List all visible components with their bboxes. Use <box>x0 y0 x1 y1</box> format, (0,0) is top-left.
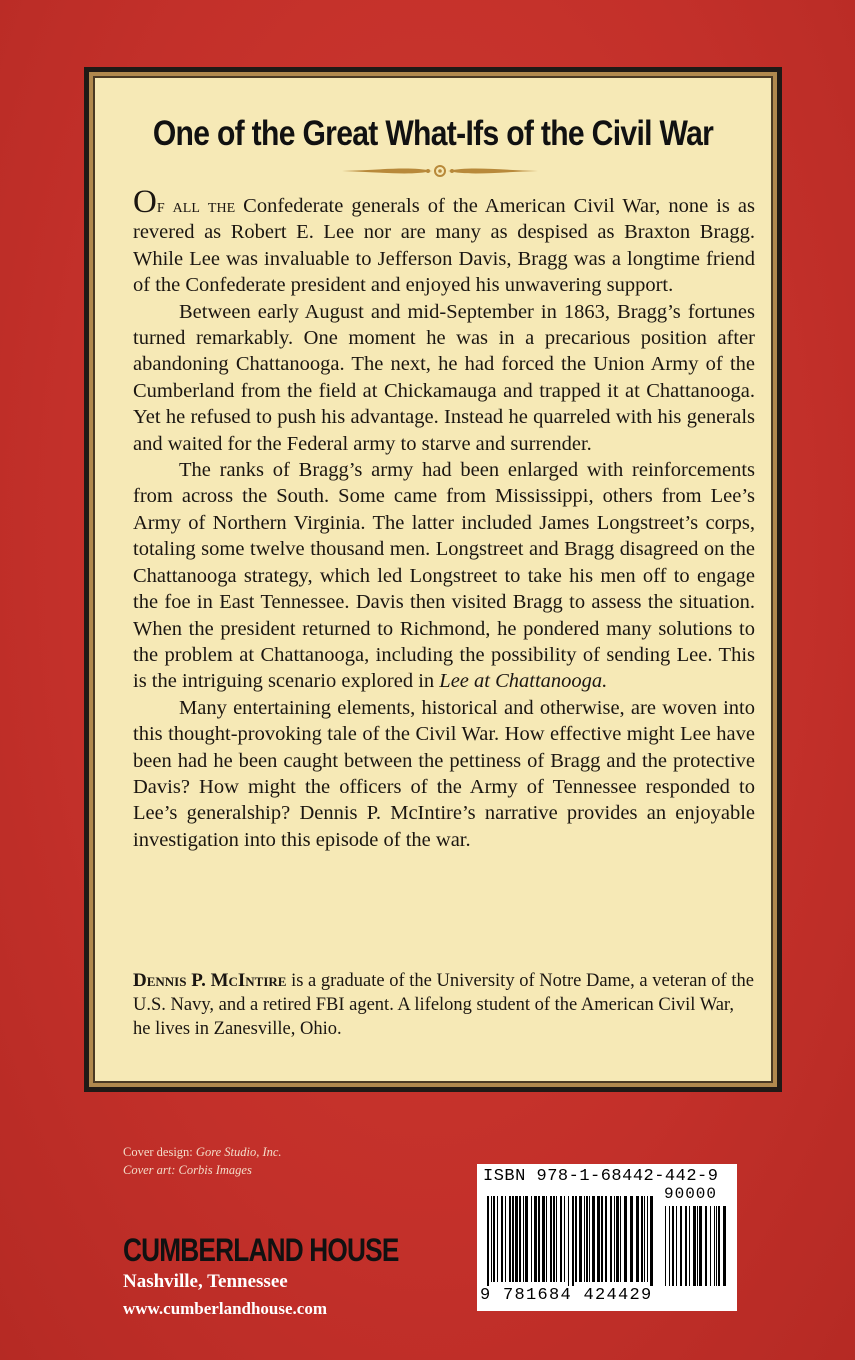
addon-bar <box>699 1206 702 1286</box>
barcode-bar <box>568 1196 569 1286</box>
barcode-bar <box>605 1196 607 1282</box>
barcode-bar <box>620 1196 621 1282</box>
paragraph-1 <box>133 184 755 299</box>
publisher-block <box>123 1232 459 1319</box>
paragraph-1-text: Confederate generals of the American Civil War, none is as revered as Robert E. Lee nor are many as despised as Braxton Bragg. While Lee was invaluable to Jefferson Davis, Bragg was a longtime friend of the Confederate president and enjoyed his unwavering support. <box>133 195 755 297</box>
barcode-bar <box>525 1196 528 1282</box>
drop-cap: O <box>133 184 157 220</box>
publisher-name: CUMBERLAND HOUSE <box>123 1232 399 1268</box>
barcode-bars-icon <box>485 1186 729 1286</box>
lead-in-smallcaps: f all the <box>156 195 236 217</box>
paragraph-2: Between early August and mid-September in 1863, Bragg’s fortunes turned remarkably. One moment he was in a precarious position after abandoning Chattanooga. The next, he had forced the Union Army of the Cumberland from the field at Chickamauga and trapped it at Chattanooga. Yet he refused to push his advantage. Instead he quarreled with his generals and waited for the Federal army to starve and surrender. <box>133 300 755 455</box>
publisher-url: www.cumberlandhouse.com <box>123 1299 328 1318</box>
addon-bar <box>697 1206 698 1286</box>
addon-bar <box>689 1206 690 1286</box>
paragraph-4: Many entertaining elements, historical and otherwise, are woven into this thought-provoking tale of the Civil War. How effective might Lee have been had he been caught between the pettiness of Bragg and the protective Davis? How might the officers of the Army of Tennessee responded to Lee’s generalship? Dennis P. McIntire’s narrative provides an enjoyable investigation into this episode of the war. <box>133 696 755 851</box>
barcode-bar <box>497 1196 498 1282</box>
author-name: Dennis P. McIntire <box>133 970 287 991</box>
author-bio <box>133 969 755 1041</box>
barcode-bar <box>509 1196 511 1282</box>
addon-bar <box>705 1206 707 1286</box>
barcode-bar <box>538 1196 540 1282</box>
addon-bar <box>718 1206 720 1286</box>
isbn-barcode <box>477 1164 737 1311</box>
paragraph-3 <box>133 457 755 695</box>
barcode-bar <box>644 1196 645 1282</box>
barcode-bar <box>592 1196 595 1282</box>
publisher-city: Nashville, Tennessee <box>123 1271 288 1292</box>
paragraph-3-text: The ranks of Bragg’s army had been enlarged with reinforcements from across the South. Some came from Mississippi, others from Lee’s Army of Northern Virginia. The latter included James Longstreet’s corps, totaling some twelve thousand men. Longstreet and Bragg disagreed on the Chattanooga strategy, which led Longstreet to take his men off to engage the foe in East Tennessee. Davis then visited Bragg to assess the situation. When the president returned to Richmond, he pondered many solutions to the problem at Chattanooga, including the possibility of sending Lee. This is the intriguing scenario explored in <box>133 459 755 693</box>
price-code: 90000 <box>664 1185 718 1203</box>
barcode-bar <box>647 1196 648 1282</box>
barcode-bar <box>579 1196 582 1282</box>
description-body <box>133 184 755 853</box>
addon-bar <box>723 1206 726 1286</box>
barcode-bar <box>575 1196 577 1282</box>
isbn-text: ISBN 978-1-68442-442-9 <box>483 1167 719 1186</box>
barcode-bar <box>641 1196 643 1282</box>
barcode-bar <box>523 1196 524 1282</box>
addon-bar <box>669 1206 670 1286</box>
barcode-bar <box>601 1196 603 1282</box>
barcode-bar <box>553 1196 555 1282</box>
addon-bar <box>676 1206 677 1286</box>
barcode-bar <box>560 1196 562 1282</box>
barcode-bar <box>505 1196 506 1282</box>
addon-bar <box>672 1206 674 1286</box>
barcode-bar <box>491 1196 492 1282</box>
cover-design-credit <box>123 1143 282 1161</box>
barcode-bar <box>614 1196 615 1282</box>
description-panel-frame <box>84 67 782 1092</box>
cover-art-label: Cover art: Corbis Images <box>123 1163 252 1177</box>
barcode-bar <box>584 1196 585 1282</box>
ean-digits: 9 781684 424429 <box>480 1286 653 1305</box>
barcode-bar <box>542 1196 545 1282</box>
barcode-bar <box>589 1196 590 1282</box>
barcode-bar <box>636 1196 639 1282</box>
barcode-bar <box>546 1196 547 1282</box>
addon-bar <box>714 1206 715 1286</box>
barcode-bar <box>550 1196 552 1282</box>
barcode-bar <box>556 1196 557 1282</box>
author-bio-text: is a graduate of the University of Notre Dame, a veteran of the U.S. Navy, and a retired FBI agent. A lifelong student of the American Civil War, he lives in Zanesville, Ohio. <box>133 971 754 1039</box>
barcode-bar <box>586 1196 588 1282</box>
barcode-bar <box>650 1196 653 1286</box>
barcode-bar <box>572 1196 574 1286</box>
addon-bar <box>710 1206 711 1286</box>
barcode-bar <box>624 1196 627 1282</box>
barcode-bar <box>616 1196 619 1282</box>
addon-bar <box>680 1206 682 1286</box>
barcode-bar <box>534 1196 537 1282</box>
barcode-bar <box>493 1196 495 1282</box>
book-title: Lee at Chattanooga. <box>439 670 608 693</box>
barcode-bar <box>519 1196 521 1282</box>
cover-credits <box>123 1143 282 1179</box>
addon-bar <box>716 1206 717 1286</box>
barcode-bar <box>487 1196 489 1286</box>
cover-art-credit <box>123 1161 282 1179</box>
description-panel-border <box>89 72 777 1087</box>
addon-bar <box>693 1206 696 1286</box>
barcode-bar <box>597 1196 600 1282</box>
description-panel <box>93 76 773 1083</box>
barcode-bar <box>531 1196 532 1282</box>
headline: One of the Great What-Ifs of the Civil War <box>152 114 714 153</box>
barcode-bar <box>512 1196 514 1282</box>
cover-design-label: Cover design: <box>123 1145 196 1159</box>
barcode-bar <box>501 1196 503 1282</box>
addon-bar <box>685 1206 687 1286</box>
cover-design-value: Gore Studio, Inc. <box>195 1145 282 1159</box>
barcode-bar <box>515 1196 518 1282</box>
barcode-bar <box>610 1196 612 1282</box>
ornament-divider-icon <box>340 160 540 182</box>
barcode-bar <box>564 1196 565 1282</box>
addon-bar <box>665 1206 666 1286</box>
barcode-bar <box>630 1196 633 1282</box>
